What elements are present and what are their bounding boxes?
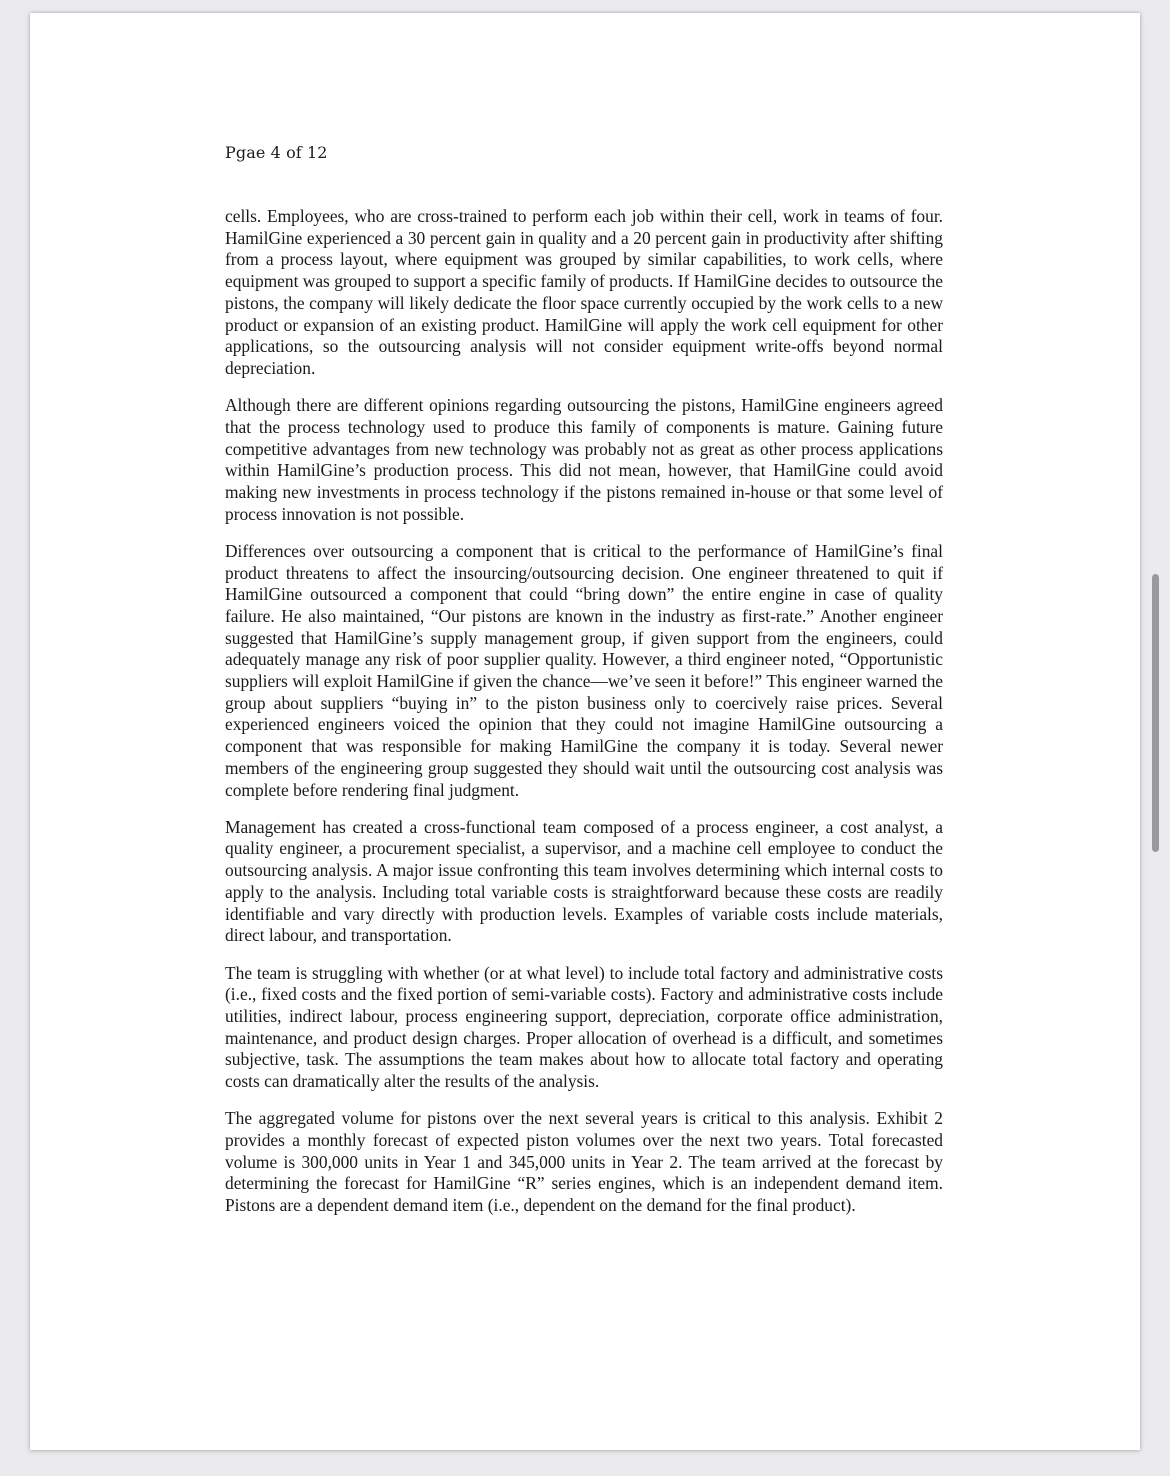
page-body — [225, 206, 943, 1232]
vertical-scrollbar[interactable] — [1152, 574, 1159, 852]
paragraph: Although there are different opinions regarding outsourcing the pistons, HamilGine engineers agreed that the process technology used to produce this family of components is mature. Gaining future competitive advantages from new technology was probably not as great as other process applications within HamilGine’s production process. This did not mean, however, that HamilGine could avoid making new investments in process technology if the pistons remained in-house or that some level of process innovation is not possible. — [225, 395, 943, 524]
document-page — [30, 13, 1140, 1450]
paragraph: The team is struggling with whether (or at what level) to include total factory and administrative costs (i.e., fixed costs and the fixed portion of semi-variable costs). Factory and administrative costs include utilities, indirect labour, process engineering support, depreciation, corporate office administration, maintenance, and product design charges. Proper allocation of overhead is a difficult, and sometimes subjective, task. The assumptions the team makes about how to allocate total factory and operating costs can dramatically alter the results of the analysis. — [225, 962, 943, 1092]
paragraph: Management has created a cross-functional team composed of a process engineer, a cost analyst, a quality engineer, a procurement specialist, a supervisor, and a machine cell employee to conduct the outsourcing analysis. A major issue confronting this team involves determining which internal costs to apply to the analysis. Including total variable costs is straightforward because these costs are readily identifiable and vary directly with production levels. Examples of variable costs include materials, direct labour, and transportation. — [225, 816, 943, 946]
paragraph: cells. Employees, who are cross-trained to perform each job within their cell, work in teams of four. HamilGine experienced a 30 percent gain in quality and a 20 percent gain in productivity after shifting from a process layout, where equipment was grouped by similar capabilities, to work cells, where equipment was grouped to support a specific family of products. If HamilGine decides to outsource the pistons, the company will likely dedicate the floor space currently occupied by the work cells to a new product or expansion of an existing product. HamilGine will apply the work cell equipment for other applications, so the outsourcing analysis will not consider equipment write-offs beyond normal depreciation. — [225, 206, 943, 378]
paragraph: Differences over outsourcing a component that is critical to the performance of HamilGine’s final product threatens to affect the insourcing/outsourcing decision. One engineer threatened to quit if HamilGine outsourced a component that could “bring down” the entire engine in case of quality failure. He also maintained, “Our pistons are known in the industry as first-rate.” Another engineer suggested that HamilGine’s supply management group, if given support from the engineers, could adequately manage any risk of poor supplier quality. However, a third engineer noted, “Opportunistic suppliers will exploit HamilGine if given the chance—we’ve seen it before!” This engineer warned the group about suppliers “buying in” to the piston business only to coercively raise prices. Several experienced engineers voiced the opinion that they could not imagine HamilGine outsourcing a component that was responsible for making HamilGine the company it is today. Several newer members of the engineering group suggested they should wait until the outsourcing cost analysis was complete before rendering final judgment. — [225, 540, 943, 800]
page-number-header: Pgae 4 of 12 — [225, 143, 328, 162]
paragraph: The aggregated volume for pistons over the next several years is critical to this analysis. Exhibit 2 provides a monthly forecast of expected piston volumes over the next two years. Total forecasted volume is 300,000 units in Year 1 and 345,000 units in Year 2. The team arrived at the forecast by determining the forecast for HamilGine “R” series engines, which is an independent demand item. Pistons are a dependent demand item (i.e., dependent on the demand for the final product). — [225, 1108, 943, 1216]
